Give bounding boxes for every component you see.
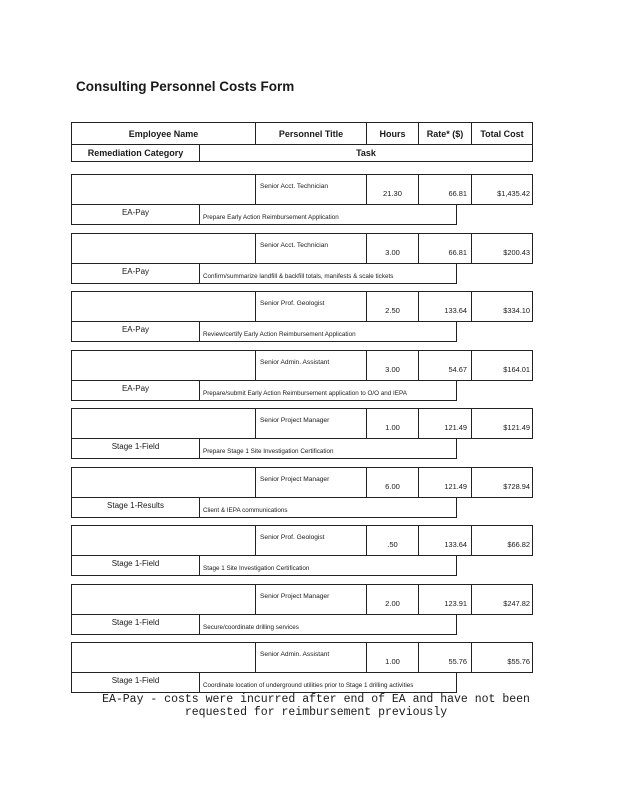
task-cell: Review/certify Early Action Reimbursement Application <box>199 322 457 341</box>
employee-name-cell <box>72 526 255 555</box>
task-cell: Prepare Early Action Reimbursement Application <box>199 205 457 224</box>
personnel-title-cell: Senior Acct. Technician <box>255 175 366 204</box>
entry-row-bottom <box>71 322 457 342</box>
footnote-line-1: EA-Pay - costs were incurred after end of EA and have not been <box>102 693 530 706</box>
task-cell: Coordinate location of underground utilities prior to Stage 1 drilling activities <box>199 673 457 692</box>
table-header <box>71 122 533 162</box>
employee-name-cell <box>72 409 255 438</box>
entry-row-top <box>71 350 533 381</box>
entry-row-top <box>71 642 533 673</box>
employee-name-cell <box>72 351 255 380</box>
task-cell: Secure/coordinate drilling services <box>199 615 457 634</box>
hours-cell: 21.30 <box>366 175 418 204</box>
task-cell: Stage 1 Site Investigation Certification <box>199 556 457 575</box>
cost-entry <box>71 350 533 401</box>
personnel-title-cell: Senior Admin. Assistant <box>255 351 366 380</box>
cost-entry <box>71 233 533 284</box>
personnel-title-cell: Senior Project Manager <box>255 409 366 438</box>
remediation-category-cell: Stage 1-Field <box>111 559 160 568</box>
personnel-title-cell: Senior Acct. Technician <box>255 234 366 263</box>
cost-entry <box>71 467 533 518</box>
total-cost-cell: $200.43 <box>471 234 532 263</box>
remediation-category-cell: Stage 1-Field <box>111 676 160 685</box>
rate-cell: 66.81 <box>418 234 471 263</box>
total-cost-cell: $66.82 <box>471 526 532 555</box>
header-task: Task <box>199 144 532 161</box>
personnel-title-cell: Senior Project Manager <box>255 468 366 497</box>
header-remediation-category: Remediation Category <box>87 147 184 158</box>
rate-cell: 54.67 <box>418 351 471 380</box>
rate-cell: 66.81 <box>418 175 471 204</box>
entry-row-bottom <box>71 439 457 459</box>
personnel-title-cell: Senior Admin. Assistant <box>255 643 366 672</box>
employee-name-cell <box>72 585 255 614</box>
header-rate: Rate* ($) <box>418 123 471 144</box>
entry-row-top <box>71 525 533 556</box>
rate-cell: 133.64 <box>418 526 471 555</box>
cost-entry <box>71 642 533 693</box>
task-cell: Prepare Stage 1 Site Investigation Certification <box>199 439 457 458</box>
remediation-category-cell: Stage 1-Field <box>111 442 160 451</box>
task-cell: Confirm/summarize landfill & backfill totals, manifests & scale tickets <box>199 264 457 283</box>
total-cost-cell: $247.82 <box>471 585 532 614</box>
entry-row-bottom <box>71 264 457 284</box>
cost-entry <box>71 174 533 225</box>
total-cost-cell: $164.01 <box>471 351 532 380</box>
footnote-line-2: requested for reimbursement previously <box>184 706 448 719</box>
entry-row-bottom <box>71 673 457 693</box>
entry-row-bottom <box>71 381 457 401</box>
entry-row-top <box>71 467 533 498</box>
entry-row-top <box>71 233 533 264</box>
cost-entry <box>71 584 533 635</box>
rate-cell: 55.76 <box>418 643 471 672</box>
employee-name-cell <box>72 292 255 321</box>
task-cell: Client & IEPA communications <box>199 498 457 517</box>
hours-cell: 2.50 <box>366 292 418 321</box>
cost-entry <box>71 408 533 459</box>
hours-cell: 3.00 <box>366 234 418 263</box>
total-cost-cell: $334.10 <box>471 292 532 321</box>
personnel-title-cell: Senior Project Manager <box>255 585 366 614</box>
employee-name-cell <box>72 175 255 204</box>
entry-row-top <box>71 174 533 205</box>
hours-cell: 6.00 <box>366 468 418 497</box>
header-employee-name: Employee Name <box>128 128 199 139</box>
header-hours: Hours <box>366 123 418 144</box>
employee-name-cell <box>72 234 255 263</box>
entry-row-bottom <box>71 498 457 518</box>
remediation-category-cell: EA-Pay <box>121 325 150 334</box>
remediation-category-cell: Stage 1-Results <box>107 501 164 510</box>
total-cost-cell: $55.76 <box>471 643 532 672</box>
hours-cell: 1.00 <box>366 409 418 438</box>
hours-cell: 2.00 <box>366 585 418 614</box>
total-cost-cell: $121.49 <box>471 409 532 438</box>
remediation-category-cell: EA-Pay <box>121 267 150 276</box>
rate-cell: 121.49 <box>418 468 471 497</box>
entry-row-bottom <box>71 205 457 225</box>
hours-cell: .50 <box>366 526 418 555</box>
task-cell: Prepare/submit Early Action Reimbursement application to O/O and IEPA <box>199 381 457 400</box>
header-row-2 <box>72 144 532 161</box>
personnel-title-cell: Senior Prof. Geologist <box>255 292 366 321</box>
total-cost-cell: $728.94 <box>471 468 532 497</box>
entry-row-top <box>71 408 533 439</box>
hours-cell: 1.00 <box>366 643 418 672</box>
entry-row-bottom <box>71 556 457 576</box>
cost-entry <box>71 291 533 342</box>
footnote <box>96 693 536 719</box>
rate-cell: 121.49 <box>418 409 471 438</box>
header-total-cost: Total Cost <box>471 123 532 144</box>
total-cost-cell: $1,435.42 <box>471 175 532 204</box>
cost-entry <box>71 525 533 576</box>
entry-row-bottom <box>71 615 457 635</box>
employee-name-cell <box>72 468 255 497</box>
rate-cell: 133.64 <box>418 292 471 321</box>
header-row-1 <box>72 123 532 145</box>
entry-row-top <box>71 291 533 322</box>
hours-cell: 3.00 <box>366 351 418 380</box>
remediation-category-cell: EA-Pay <box>121 384 150 393</box>
header-personnel-title: Personnel Title <box>255 123 366 144</box>
employee-name-cell <box>72 643 255 672</box>
remediation-category-cell: Stage 1-Field <box>111 618 160 627</box>
entry-row-top <box>71 584 533 615</box>
personnel-title-cell: Senior Prof. Geologist <box>255 526 366 555</box>
rate-cell: 123.91 <box>418 585 471 614</box>
remediation-category-cell: EA-Pay <box>121 208 150 217</box>
form-title: Consulting Personnel Costs Form <box>76 79 295 94</box>
